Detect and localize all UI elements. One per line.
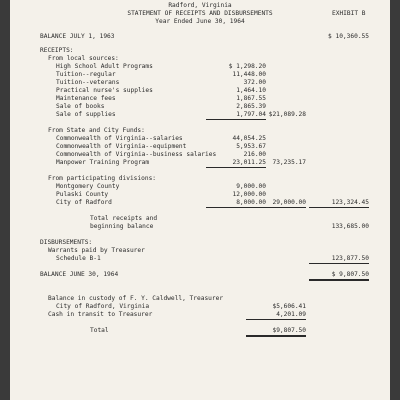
state-item-value: 5,953.67 — [236, 143, 266, 150]
balance-start-label: BALANCE JULY 1, 1963 — [40, 33, 115, 40]
custody-line3: Cash in transit to Treasurer — [48, 311, 153, 318]
header-title: STATEMENT OF RECEIPTS AND DISBURSEMENTS — [127, 10, 273, 17]
local-subtotal: $21,089.28 — [268, 111, 306, 118]
disbursements-value: 123,877.50 — [309, 255, 369, 264]
local-item-value: 1,464.10 — [236, 87, 266, 94]
balance-end-value: $ 9,807.50 — [309, 271, 369, 281]
local-item-value: 11,448.00 — [232, 71, 266, 78]
divisions-label: From participating divisions: — [48, 175, 157, 182]
custody-total-label: Total — [90, 327, 109, 334]
division-item-label: Pulaski County — [56, 191, 109, 198]
state-item-value: 44,054.25 — [232, 135, 266, 142]
divisions-subtotal: 29,000.00 — [246, 199, 306, 208]
custody-line2: City of Radford, Virginia — [56, 303, 150, 310]
state-item-label: Commonwealth of Virginia--equipment — [56, 143, 187, 150]
receipts-total: 123,324.45 — [309, 199, 369, 208]
state-item-value: 23,011.25 — [206, 159, 266, 168]
total-receipts-label-line2: beginning balance — [90, 223, 154, 230]
local-item-value: $ 1,298.20 — [228, 63, 266, 70]
disbursements-line2: Schedule B-1 — [56, 255, 101, 262]
division-item-label: City of Radford — [56, 199, 112, 206]
division-item-value: 8,000.00 — [206, 199, 266, 208]
local-item-label: Sale of supplies — [56, 111, 116, 118]
local-item-label: Sale of books — [56, 103, 105, 110]
local-item-label: Tuition--veterans — [56, 79, 120, 86]
local-item-value: 2,865.39 — [236, 103, 266, 110]
local-item-value: 1,867.55 — [236, 95, 266, 102]
header-period: Year Ended June 30, 1964 — [155, 18, 245, 25]
custody-line3-value: 4,201.09 — [246, 311, 306, 320]
local-item-label: High School Adult Programs — [56, 63, 153, 70]
header-city: Radford, Virginia — [168, 2, 232, 9]
exhibit-label: EXHIBIT B — [332, 10, 366, 17]
local-item-label: Tuition--regular — [56, 71, 116, 78]
division-item-value: 9,000.00 — [236, 183, 266, 190]
state-city-subtotal: 73,235.17 — [272, 159, 306, 166]
division-item-label: Montgomery County — [56, 183, 120, 190]
local-item-label: Maintenance fees — [56, 95, 116, 102]
balance-end-label: BALANCE JUNE 30, 1964 — [40, 271, 119, 278]
total-receipts-label-line1: Total receipts and — [90, 215, 158, 222]
local-sources-label: From local sources: — [48, 55, 119, 62]
state-city-label: From State and City Funds: — [48, 127, 145, 134]
state-item-label: Manpower Training Program — [56, 159, 150, 166]
local-item-label: Practical nurse's supplies — [56, 87, 153, 94]
state-item-value: 216.00 — [243, 151, 266, 158]
disbursements-line1: Warrants paid by Treasurer — [48, 247, 145, 254]
custody-line2-value: $5,606.41 — [272, 303, 306, 310]
total-receipts-value: 133,685.00 — [331, 223, 369, 230]
state-item-label: Commonwealth of Virginia--business salaries — [56, 151, 217, 158]
local-item-value: 1,797.04 — [206, 111, 266, 120]
division-item-value: 12,000.00 — [232, 191, 266, 198]
custody-total-value: $9,807.50 — [246, 327, 306, 337]
document-page — [10, 0, 390, 400]
custody-line1: Balance in custody of F. Y. Caldwell, Treasurer — [48, 295, 224, 302]
receipts-label: RECEIPTS: — [40, 47, 74, 54]
disbursements-label: DISBURSEMENTS: — [40, 239, 93, 246]
local-item-value: 372.00 — [243, 79, 266, 86]
balance-start-value: $ 10,360.55 — [328, 33, 369, 40]
state-item-label: Commonwealth of Virginia--salaries — [56, 135, 183, 142]
